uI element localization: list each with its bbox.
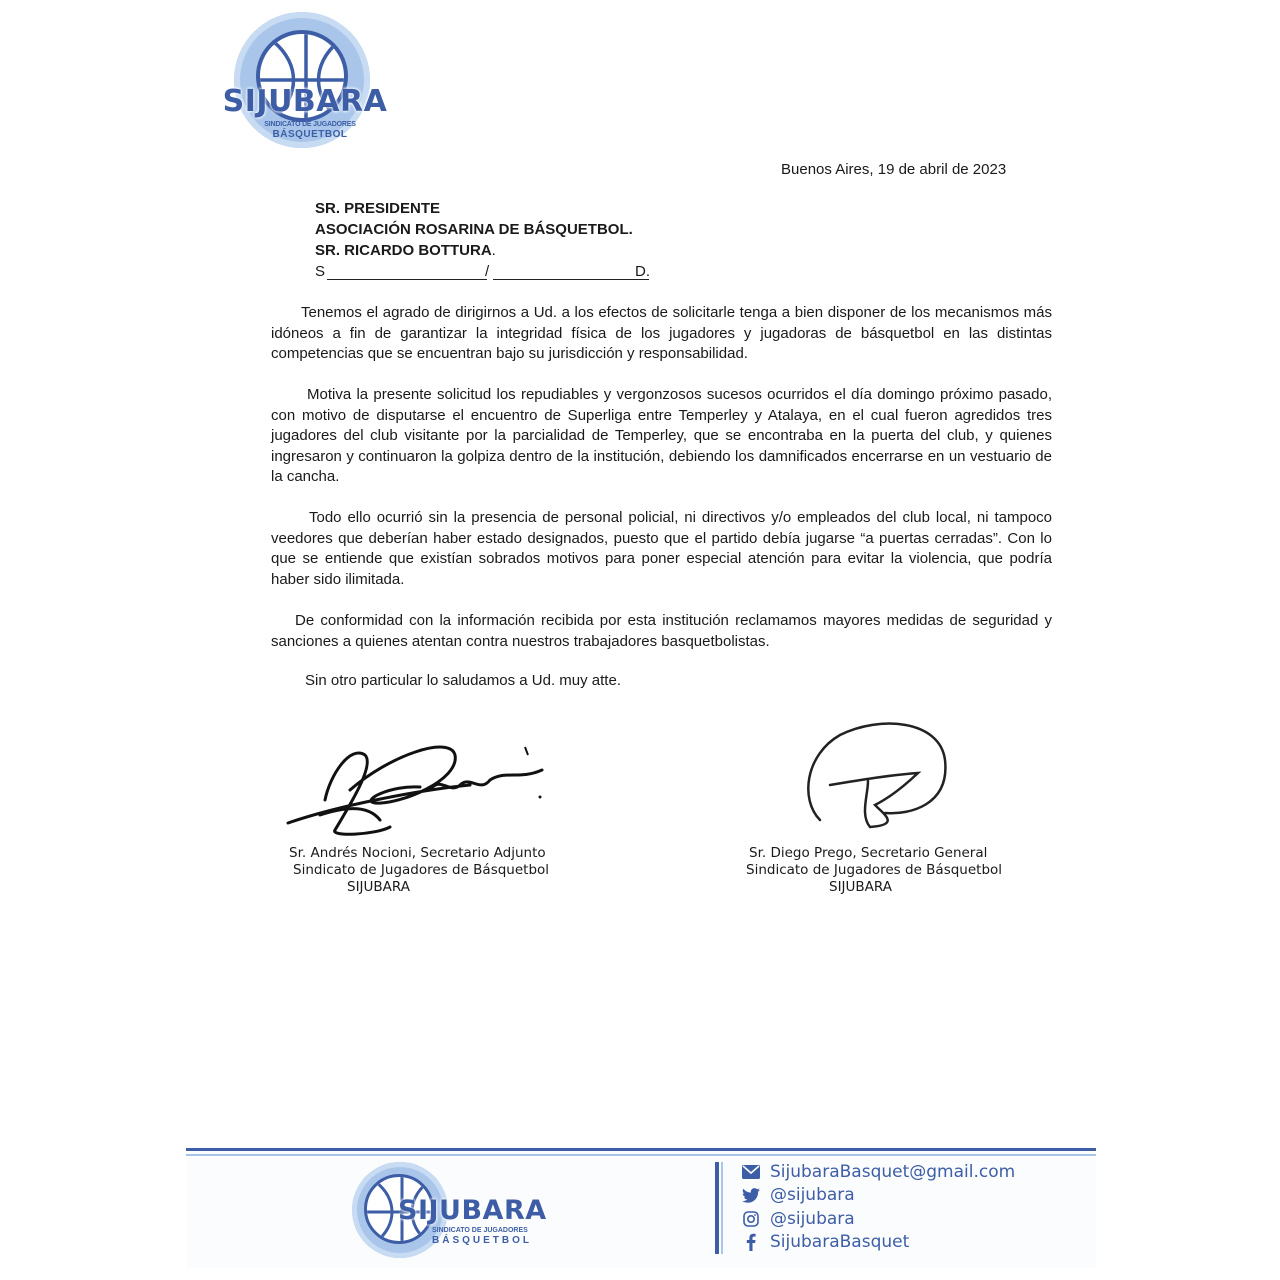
contact-twitter[interactable] (740, 1184, 1015, 1208)
recipient-name-line (315, 240, 655, 261)
signatory-left-name: Sr. Andrés Nocioni, Secretario Adjunto (289, 845, 546, 861)
footer-vertical-divider-light (721, 1162, 723, 1254)
contact-email-text[interactable]: SijubaraBasquet@gmail.com (770, 1161, 1016, 1182)
logo-subtitle: SINDICATO DE JUGADORES (432, 1227, 528, 1234)
body-paragraph (271, 385, 1052, 488)
underline (327, 279, 487, 280)
footer-logo (350, 1162, 547, 1257)
footer-vertical-divider (715, 1162, 719, 1254)
logo-subtitle-sport: BÁSQUETBOL (272, 129, 348, 140)
signatory-left-org: Sindicato de Jugadores de Básquetbol (293, 862, 550, 878)
paragraph-text: Todo ello ocurrió sin la presencia de personal policial, ni directivos y/o empleados del club local, ni tampoco veedores que deberían haber estado designados, puesto que el partido debía jugarse “a puertas cerradas”. Con lo que se entiende que existían sobrados motivos para poner especial atención para evitar la violencia, que podría haber sido ilimitada. (271, 509, 1052, 588)
signature-prego (790, 715, 960, 840)
signatory-left-acronym: SIJUBARA (347, 879, 410, 895)
body-paragraph (271, 303, 1052, 365)
contact-email[interactable] (740, 1160, 1015, 1184)
closing-line: Sin otro particular lo saludamos a Ud. muy atte. (305, 672, 621, 689)
sd-slash: / (485, 263, 490, 280)
contact-facebook-text[interactable]: SijubaraBasquet (770, 1232, 910, 1253)
logo-subtitle-sport: BÁSQUETBOL (432, 1235, 532, 1246)
paragraph-text: Tenemos el agrado de dirigirnos a Ud. a los efectos de solicitarle tenga a bien disponer de los mecanismos más idóneos a fin de garantizar la integridad física de los jugadores y jugadoras de básquetbol en las distintas competencias que se encuentran bajo su jurisdicción y responsabilidad. (271, 304, 1052, 363)
signatory-right-name: Sr. Diego Prego, Secretario General (749, 845, 988, 861)
facebook-icon (740, 1232, 762, 1252)
footer-divider-light (186, 1154, 1096, 1156)
sd-s: S (315, 263, 326, 280)
su-despacho-line (315, 261, 655, 283)
header-logo (220, 12, 390, 152)
place-date: Buenos Aires, 19 de abril de 2023 (781, 161, 1007, 178)
paragraph-text: Motiva la presente solicitud los repudiables y vergonzosos sucesos ocurridos el día domingo próximo pasado, con motivo de disputarse el encuentro de Superliga entre Temperley y Atalaya, en el cual fueron agredidos tres jugadores del club visitante por la parcialidad de Temperley, que se encontraba en la puerta del club, y quienes ingresaron y continuaron la golpiza dentro de la institución, debiendo los damnificados encerrarse en un vestuario de la cancha. (271, 386, 1052, 486)
contact-facebook[interactable] (740, 1231, 1015, 1255)
recipient-organization: ASOCIACIÓN ROSARINA DE BÁSQUETBOL. (315, 221, 633, 238)
logo-wordmark: SIJUBARA (222, 84, 388, 119)
underline (493, 279, 649, 280)
instagram-icon (740, 1209, 762, 1229)
email-icon (740, 1162, 762, 1182)
body-paragraph (271, 611, 1052, 652)
recipient-title: SR. PRESIDENTE (315, 200, 441, 217)
contact-twitter-text[interactable]: @sijubara (770, 1185, 855, 1206)
contact-instagram-text[interactable]: @sijubara (770, 1208, 855, 1229)
signatory-right-acronym: SIJUBARA (829, 879, 892, 895)
sd-d: D. (635, 263, 650, 280)
signature-nocioni (280, 735, 560, 845)
contact-instagram[interactable] (740, 1207, 1015, 1231)
paragraph-text: De conformidad con la información recibida por esta institución reclamamos mayores medidas de seguridad y sanciones a quienes atentan contra nuestros trabajadores basquetbolistas. (271, 612, 1052, 650)
body-paragraph (271, 508, 1052, 590)
recipient-name: SR. RICARDO BOTTURA (315, 242, 492, 259)
signatory-right-org: Sindicato de Jugadores de Básquetbol (746, 862, 1003, 878)
logo-wordmark: SIJUBARA (398, 1195, 547, 1226)
recipient-block (315, 198, 655, 283)
logo-subtitle: SINDICATO DE JUGADORES (264, 121, 356, 128)
footer-divider (186, 1148, 1096, 1151)
contact-list (740, 1160, 1015, 1254)
recipient-name-period: . (491, 242, 496, 259)
twitter-icon (740, 1185, 762, 1205)
